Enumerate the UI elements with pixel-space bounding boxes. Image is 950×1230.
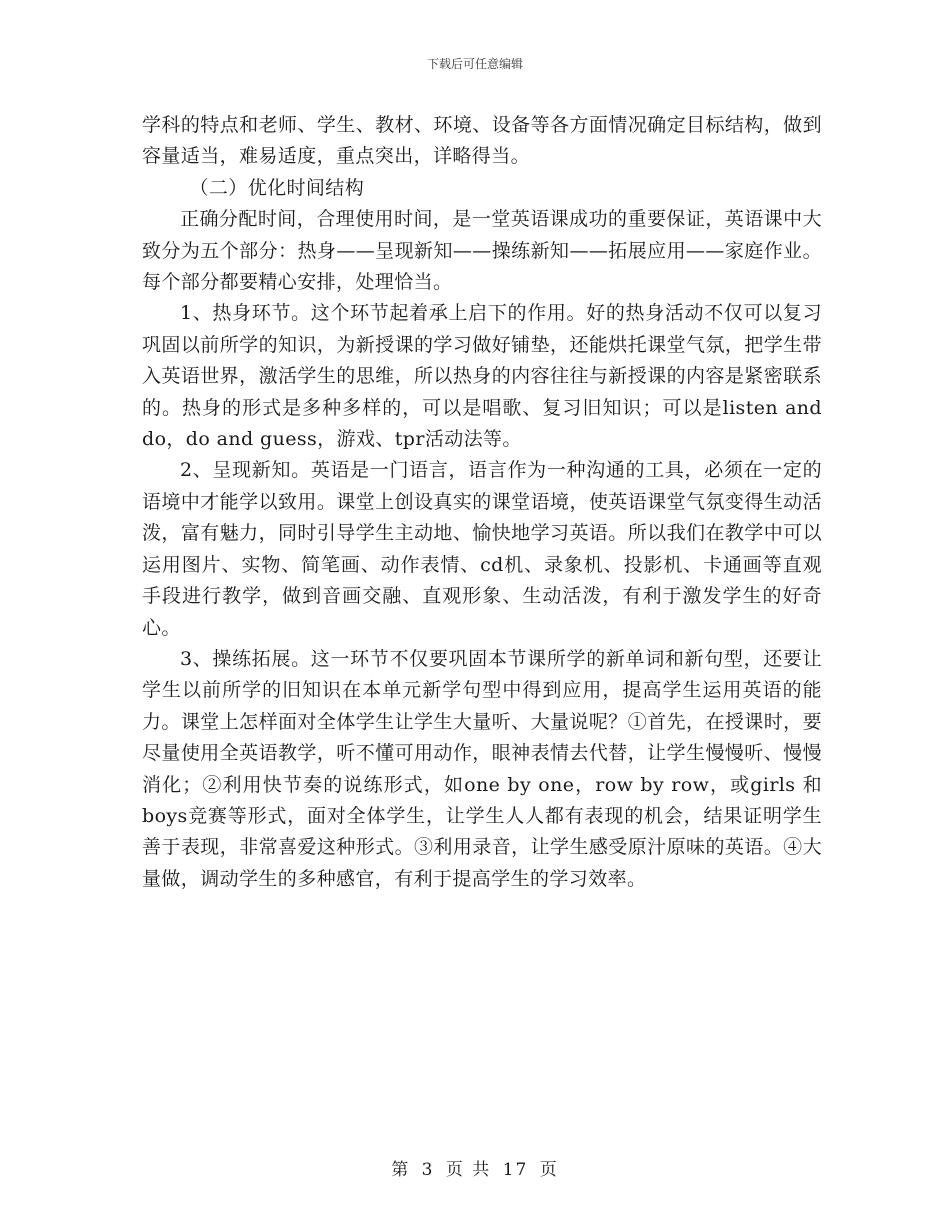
footer-page-number: 3	[421, 1160, 435, 1180]
paragraph-presentation: 2、呈现新知。英语是一门语言，语言作为一种沟通的工具，必须在一定的语境中才能学以致用。课堂上创设真实的课堂语境，使英语课堂气氛变得生动活泼，富有魅力，同时引导学生主动地、愉快地学习英语。所以我们在教学中可以运用图片、实物、简笔画、动作表情、cd机、录象机、投影机、卡通画等直观手段进行教学，做到音画交融、直观形象、生动活泼，有利于激发学生的好奇心。	[142, 459, 822, 639]
footer-label-page: 第	[391, 1160, 411, 1180]
footer-label-end: 页	[539, 1160, 559, 1180]
paragraph-warm-up: 1、热身环节。这个环节起着承上启下的作用。好的热身活动不仅可以复习巩固以前所学的知识，为新授课的学习做好铺垫，还能烘托课堂气氛，把学生带入英语世界，激活学生的思维，所以热身的内容往往与新授课的内容是紧密联系的。热身的形式是多种多样的，可以是唱歌、复习旧知识；可以是listen and do，do and guess，游戏、tpr活动法等。	[142, 302, 822, 451]
section-heading: （二）优化时间结构	[189, 176, 365, 199]
footer-label-mid: 页 共	[445, 1160, 492, 1180]
footer-total-pages: 17	[502, 1160, 529, 1180]
paragraph-continuation: 学科的特点和老师、学生、教材、环境、设备等各方面情况确定目标结构，做到容量适当，难易适度，重点突出，详略得当。	[142, 114, 822, 168]
page-header: 下载后可任意编辑	[426, 57, 523, 71]
paragraph-practice: 3、操练拓展。这一环节不仅要巩固本节课所学的新单词和新句型，还要让学生以前所学的旧知识在本单元新学句型中得到应用，提高学生运用英语的能力。课堂上怎样面对全体学生让学生大量听、大量说呢？①首先，在授课时，要尽量使用全英语教学，听不懂可用动作，眼神表情去代替，让学生慢慢听、慢慢消化；②利用快节奏的说练形式，如one by one，row by row，或girls 和boys竞赛等形式，面对全体学生，让学生人人都有表现的机会，结果证明学生善于表现，非常喜爱这种形式。③利用录音，让学生感受原汁原味的英语。④大量做，调动学生的多种感官，有利于提高学生的学习效率。	[142, 647, 822, 890]
document-body	[142, 110, 822, 895]
paragraph-time-allocation: 正确分配时间，合理使用时间，是一堂英语课成功的重要保证，英语课中大致分为五个部分：热身——呈现新知——操练新知——拓展应用——家庭作业。每个部分都要精心安排，处理恰当。	[142, 208, 822, 294]
page-footer	[0, 1155, 950, 1180]
